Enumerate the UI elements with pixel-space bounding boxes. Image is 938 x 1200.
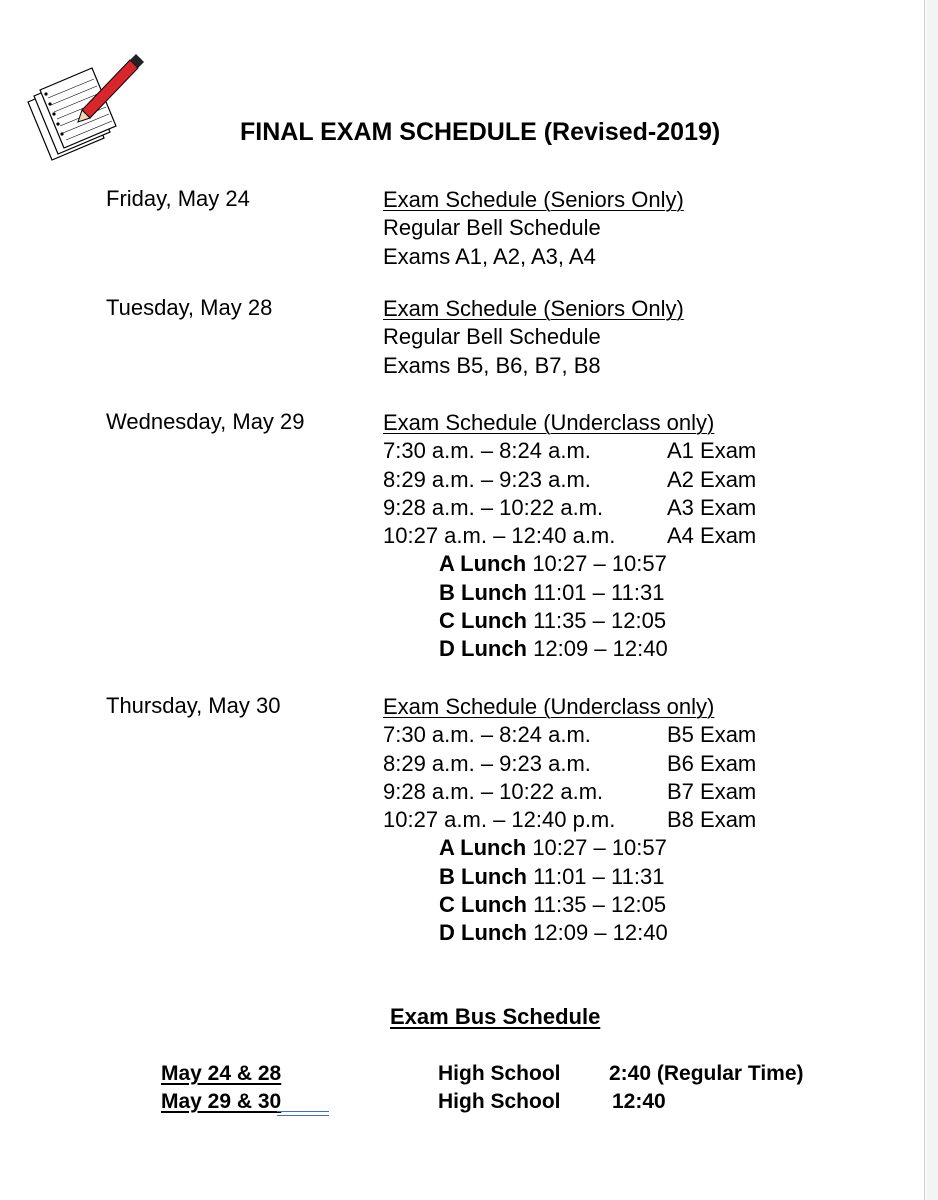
lunch-name: B Lunch [439, 579, 527, 605]
exam-time: 8:29 a.m. – 9:23 a.m. [383, 466, 591, 492]
lunch-time: 11:01 – 11:31 [533, 863, 665, 889]
lunch-time: 12:09 – 12:40 [533, 920, 668, 946]
schedule-line: Exams A1, A2, A3, A4 [383, 243, 596, 269]
day-label-thursday: Thursday, May 30 [106, 693, 281, 718]
bus-row [0, 1062, 938, 1090]
lunch-name: A Lunch [439, 835, 527, 861]
lunch-row [383, 635, 756, 663]
lunch-time: 10:27 – 10:57 [532, 551, 667, 577]
lunch-row [383, 863, 756, 891]
exam-time: 8:29 a.m. – 9:23 a.m. [383, 750, 591, 776]
lunch-row [383, 579, 756, 607]
lunch-time: 11:35 – 12:05 [533, 608, 667, 634]
exam-time: 9:28 a.m. – 10:22 a.m. [383, 494, 604, 520]
bus-row [0, 1090, 938, 1118]
schedule-line: Exams B5, B6, B7, B8 [383, 352, 601, 378]
exam-name: B6 Exam [667, 750, 757, 776]
paper-and-pen-icon [20, 50, 150, 165]
link-underline-mark [277, 1111, 329, 1116]
exam-time: 10:27 a.m. – 12:40 p.m. [383, 807, 616, 833]
bus-time: 2:40 (Regular Time) [609, 1062, 804, 1085]
day-block-wednesday [383, 409, 756, 664]
day-block-thursday [383, 693, 756, 948]
bus-schedule-heading: Exam Bus Schedule [390, 1004, 601, 1029]
lunch-name: C Lunch [439, 892, 527, 918]
lunch-row [383, 891, 756, 919]
bus-school: High School [438, 1062, 561, 1085]
exam-row [383, 778, 756, 806]
exam-time: 9:28 a.m. – 10:22 a.m. [383, 778, 604, 804]
lunch-row [383, 550, 756, 578]
schedule-line: Regular Bell Schedule [383, 324, 601, 350]
bus-dates: May 29 & 30 [161, 1090, 282, 1113]
exam-name: B8 Exam [667, 807, 757, 833]
lunch-name: B Lunch [439, 863, 527, 889]
lunch-name: A Lunch [439, 551, 527, 577]
exam-row [383, 466, 756, 494]
exam-time: 10:27 a.m. – 12:40 a.m. [383, 523, 616, 549]
lunch-row [383, 834, 756, 862]
exam-row [383, 721, 756, 749]
exam-time: 7:30 a.m. – 8:24 a.m. [383, 722, 591, 748]
lunch-time: 11:35 – 12:05 [533, 892, 667, 918]
lunch-row [383, 919, 756, 947]
day-block-tuesday [383, 295, 684, 380]
exam-row [383, 437, 756, 465]
schedule-heading: Exam Schedule (Underclass only) [383, 410, 715, 435]
bus-dates: May 24 & 28 [161, 1062, 282, 1085]
bus-time: 12:40 [612, 1090, 666, 1113]
exam-name: A2 Exam [667, 466, 757, 492]
lunch-name: C Lunch [439, 608, 527, 634]
exam-name: A4 Exam [667, 523, 757, 549]
day-block-friday [383, 186, 684, 271]
page-title: FINAL EXAM SCHEDULE (Revised-2019) [240, 118, 721, 146]
schedule-heading: Exam Schedule (Seniors Only) [383, 187, 684, 212]
day-label-wednesday: Wednesday, May 29 [106, 409, 305, 434]
lunch-time: 10:27 – 10:57 [532, 835, 667, 861]
bus-school: High School [438, 1090, 561, 1113]
lunch-time: 12:09 – 12:40 [533, 636, 668, 662]
exam-row [383, 806, 756, 834]
page-edge [924, 0, 925, 1200]
exam-name: A3 Exam [667, 494, 757, 520]
exam-row [383, 750, 756, 778]
lunch-time: 11:01 – 11:31 [533, 579, 665, 605]
exam-row [383, 494, 756, 522]
schedule-heading: Exam Schedule (Seniors Only) [383, 296, 684, 321]
schedule-heading: Exam Schedule (Underclass only) [383, 694, 715, 719]
exam-name: B5 Exam [667, 722, 757, 748]
exam-name: B7 Exam [667, 778, 757, 804]
day-label-tuesday: Tuesday, May 28 [106, 295, 273, 320]
exam-name: A1 Exam [667, 438, 757, 464]
day-label-friday: Friday, May 24 [106, 186, 250, 211]
lunch-row [383, 607, 756, 635]
schedule-line: Regular Bell Schedule [383, 215, 601, 241]
lunch-name: D Lunch [439, 920, 527, 946]
page-margin [926, 0, 938, 1200]
lunch-name: D Lunch [439, 636, 527, 662]
exam-time: 7:30 a.m. – 8:24 a.m. [383, 438, 591, 464]
exam-row [383, 522, 756, 550]
